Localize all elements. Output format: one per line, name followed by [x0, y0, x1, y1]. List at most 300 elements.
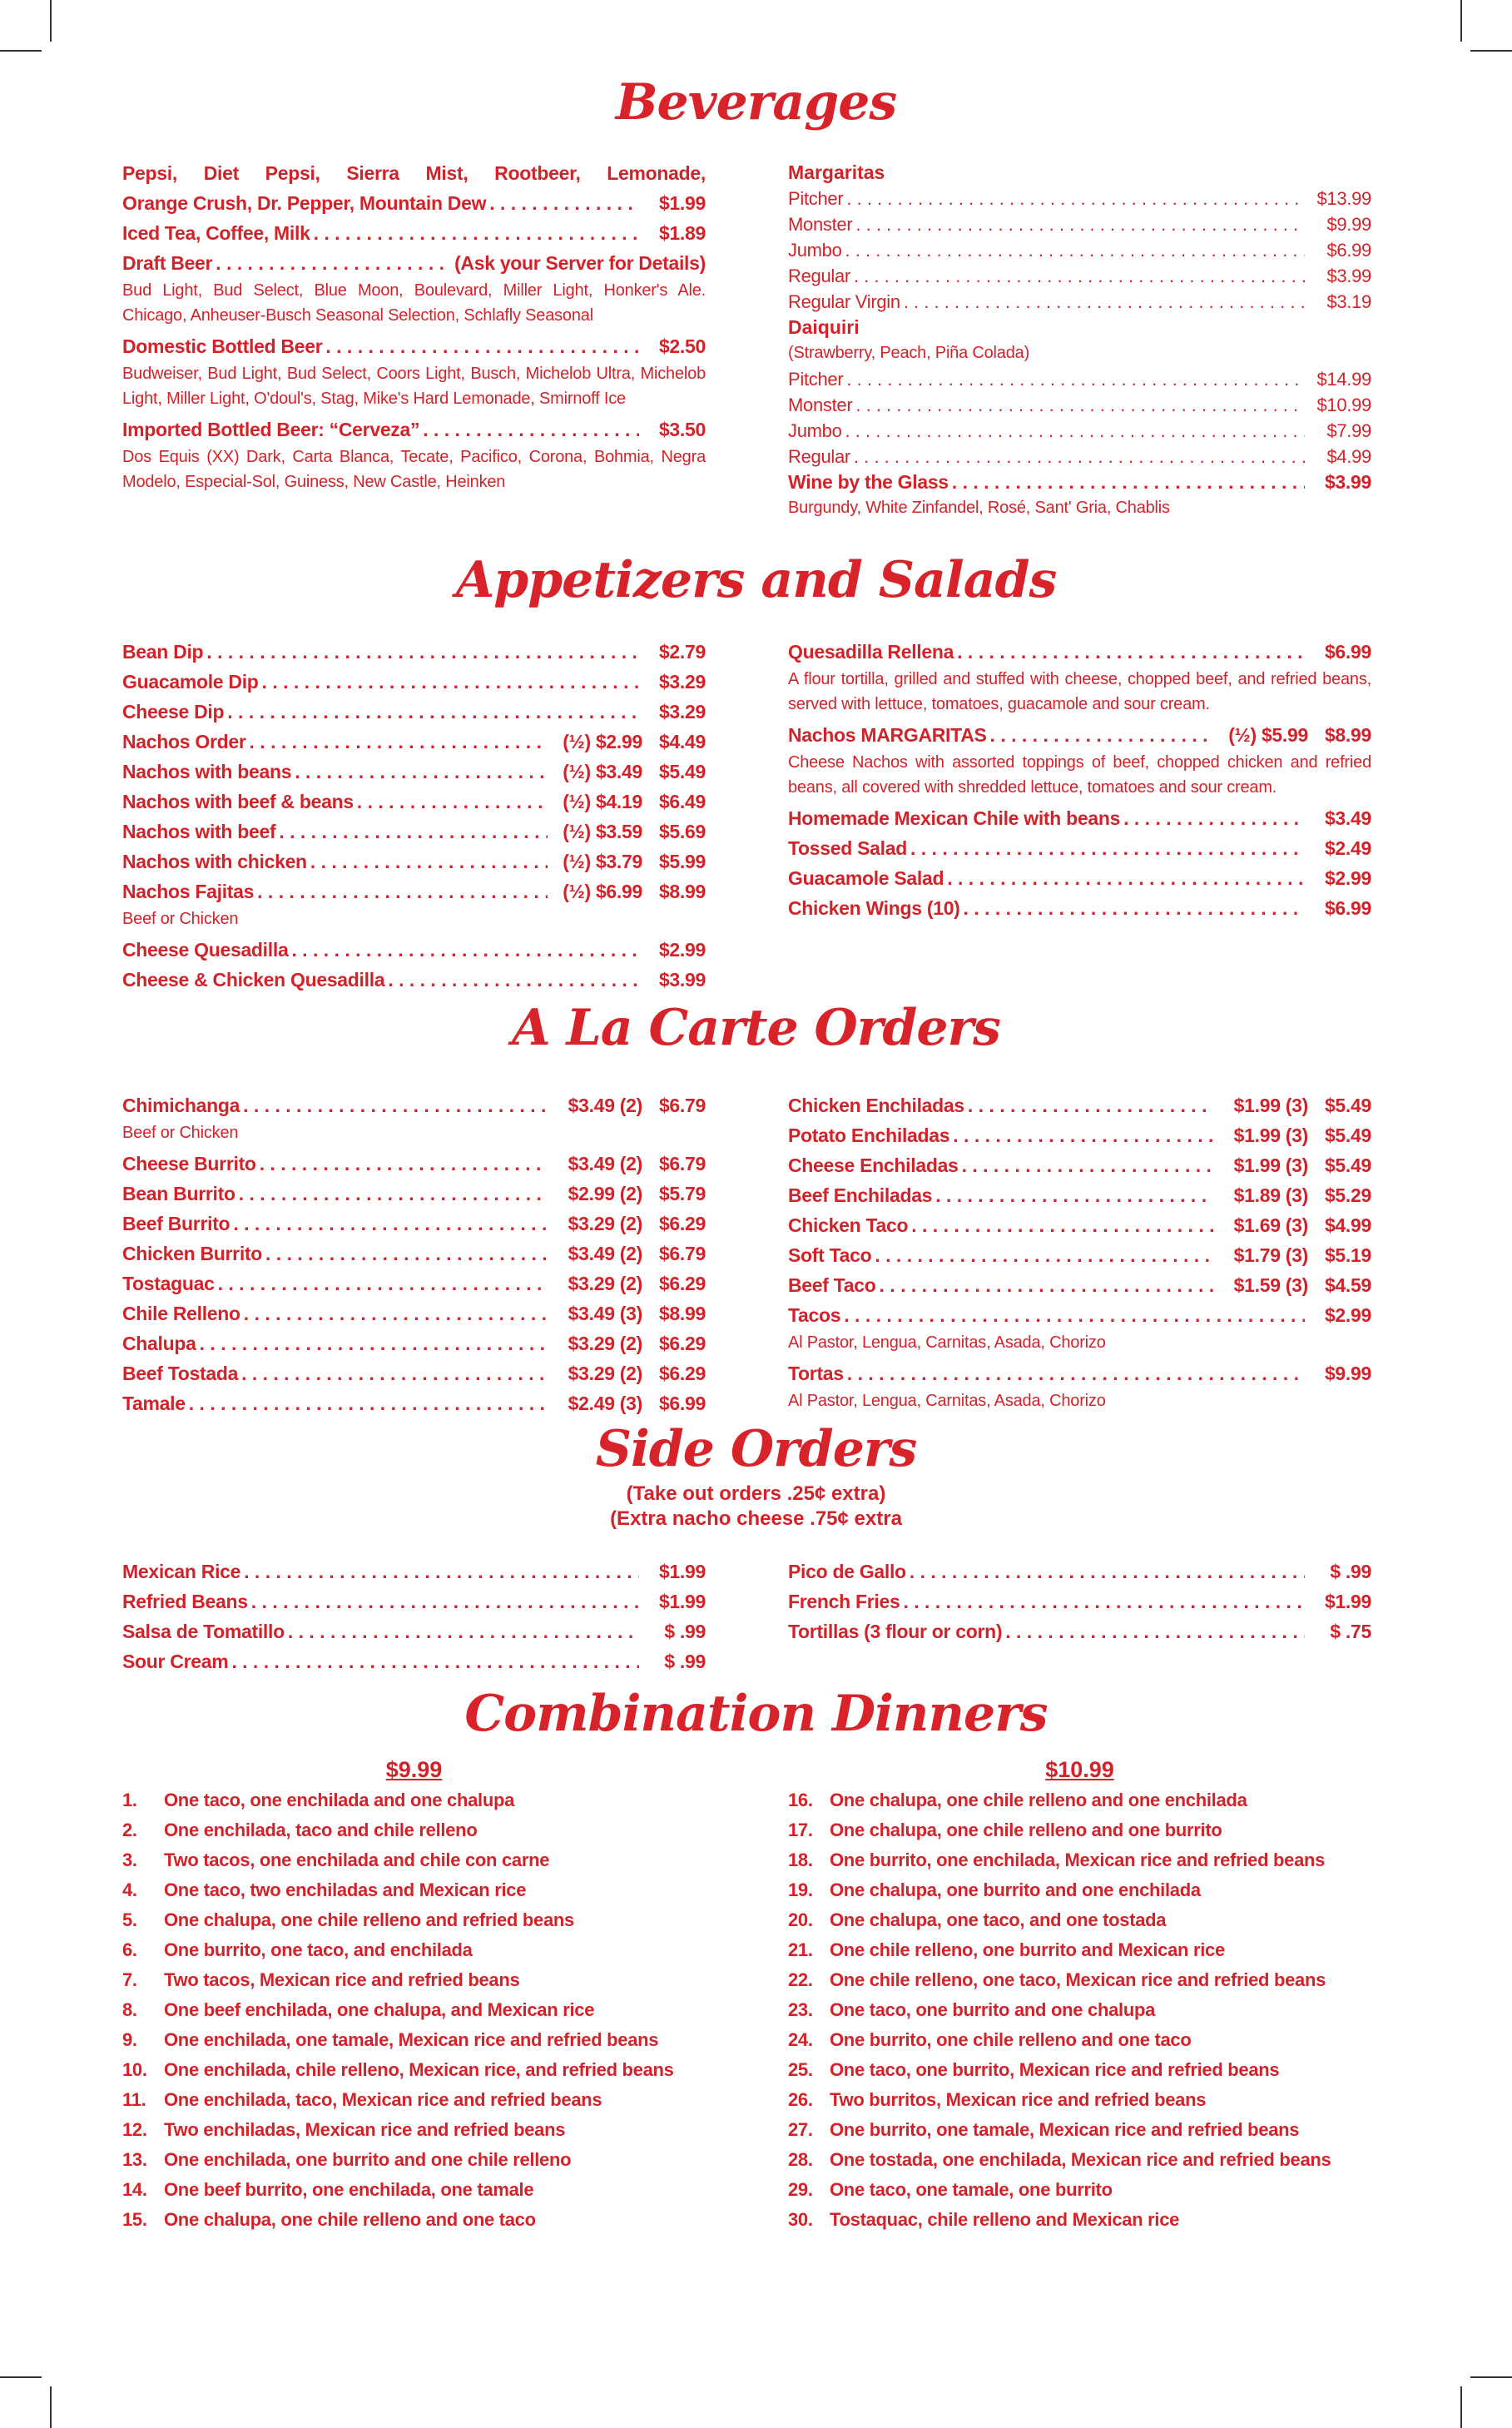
dot-leader	[314, 218, 639, 248]
item-half-price: $3.49 (3)	[568, 1303, 642, 1324]
crop-mark	[50, 2386, 52, 2428]
item-half-price: $2.49 (3)	[568, 1393, 642, 1414]
item-name: Potato Enchiladas	[788, 1125, 950, 1146]
menu-item	[122, 1358, 706, 1388]
item-price: $6.79	[658, 1095, 706, 1116]
dot-leader	[1005, 1616, 1305, 1646]
item-name: Bean Dip	[122, 641, 204, 663]
item-half-price: $1.59 (3)	[1233, 1274, 1308, 1296]
item-name: Pico de Gallo	[788, 1561, 906, 1582]
item-name: Chicken Burrito	[122, 1243, 263, 1264]
item-name: Nachos with beef	[122, 821, 276, 842]
item-name: Jumbo	[788, 240, 842, 261]
appetizers-right-column	[788, 637, 1371, 923]
item-name: Cheese Enchiladas	[788, 1154, 959, 1176]
item-name: Nachos Order	[122, 731, 246, 752]
item-name: Tortas	[788, 1363, 844, 1384]
menu-item	[122, 1239, 706, 1269]
item-half-price: $1.99 (3)	[1233, 1154, 1308, 1176]
item-half-price: $3.49 (2)	[568, 1153, 642, 1174]
dot-leader	[854, 263, 1305, 289]
dot-leader	[875, 1240, 1213, 1270]
item-half-price: (½) $3.49	[563, 761, 642, 782]
dot-leader	[911, 1210, 1213, 1240]
combo-number: 23.	[788, 1999, 813, 2020]
crop-mark	[1470, 50, 1512, 52]
item-price: $6.29	[658, 1213, 706, 1234]
combo-item	[122, 2058, 706, 2083]
item-name: Nachos with beans	[122, 761, 292, 782]
dot-leader	[489, 188, 639, 218]
menu-item	[122, 727, 706, 757]
dot-leader	[953, 1120, 1213, 1150]
menu-item	[122, 331, 706, 361]
item-description: A flour tortilla, grilled and stuffed with cheese, chopped beef, and refried beans, served with lettuce, tomatoes, guacamole and sour cream.	[788, 670, 1371, 713]
item-half-price: $3.29 (2)	[568, 1273, 642, 1294]
combo-item	[122, 2207, 706, 2232]
takeout-note: (Take out orders .25¢ extra)	[626, 1482, 886, 1505]
dot-leader	[325, 331, 639, 361]
combo-price-heading: $10.99	[1045, 1757, 1114, 1782]
item-name: Cheese Dip	[122, 701, 225, 722]
item-half-price: (½) $2.99	[563, 731, 642, 752]
menu-item	[788, 366, 1371, 392]
dot-leader	[855, 211, 1305, 237]
combo-number: 12.	[122, 2119, 147, 2140]
item-name: Cheese & Chicken Quesadilla	[122, 969, 385, 991]
item-price: $5.79	[658, 1183, 706, 1204]
item-price: $1.99	[658, 1591, 706, 1612]
combo-number: 10.	[122, 2059, 147, 2080]
menu-item	[788, 263, 1371, 289]
item-price: $9.99	[1326, 214, 1371, 235]
item-price: $6.99	[1324, 641, 1371, 663]
combo-description: One enchilada, one tamale, Mexican rice and refried beans	[164, 2029, 659, 2050]
dot-leader	[846, 366, 1305, 392]
combo-number: 2.	[122, 1820, 137, 1840]
dot-leader	[244, 1298, 548, 1328]
combo-description: One taco, two enchiladas and Mexican rice	[164, 1879, 527, 1900]
combo-item	[788, 2118, 1371, 2142]
dot-leader	[846, 186, 1305, 211]
combo-number: 30.	[788, 2209, 813, 2230]
item-name: Homemade Mexican Chile with beans	[788, 807, 1121, 829]
menu-item	[788, 186, 1371, 211]
dot-leader	[957, 637, 1305, 667]
combo-item	[788, 1878, 1371, 1903]
item-price: $7.99	[1326, 420, 1371, 441]
dot-leader	[388, 965, 639, 995]
dot-leader	[257, 876, 548, 906]
dot-leader	[200, 1328, 548, 1358]
item-price: $2.99	[658, 939, 706, 961]
combo-number: 15.	[122, 2209, 147, 2230]
dot-leader	[239, 1179, 548, 1209]
combo-number: 7.	[122, 1969, 137, 1990]
combo-number: 22.	[788, 1969, 813, 1990]
menu-item	[122, 1586, 706, 1616]
item-half-price: (½) $3.79	[563, 851, 642, 872]
item-half-price: (½) $4.19	[563, 791, 642, 812]
dot-leader	[295, 757, 548, 787]
section-title-combos: Combination Dinners	[464, 1685, 1048, 1743]
combo-price-heading: $9.99	[385, 1757, 443, 1782]
item-name: Jumbo	[788, 420, 842, 441]
menu-item	[122, 218, 706, 248]
item-price: $4.49	[658, 731, 706, 752]
combo-item	[122, 1878, 706, 1903]
dot-leader	[844, 1300, 1305, 1330]
item-price: $5.49	[1324, 1095, 1371, 1116]
menu-item	[788, 1300, 1371, 1330]
combo-item	[122, 2147, 706, 2172]
item-price: $8.99	[658, 881, 706, 902]
combo-description: One enchilada, chile relleno, Mexican rice, and refried beans	[164, 2059, 674, 2080]
item-name: Chicken Taco	[788, 1214, 909, 1236]
item-name: French Fries	[788, 1591, 900, 1612]
item-price: $2.99	[1324, 867, 1371, 889]
combos-left-column	[122, 1753, 706, 2237]
item-price: $1.99	[658, 192, 706, 214]
menu-item	[788, 1358, 1371, 1388]
item-price: $14.99	[1316, 369, 1371, 390]
combo-description: One taco, one burrito and one chalupa	[830, 1999, 1156, 2020]
menu-item	[788, 1120, 1371, 1150]
menu-item	[788, 469, 1371, 495]
item-name: Nachos with chicken	[122, 851, 307, 872]
dot-leader	[227, 697, 639, 727]
combo-description: One chile relleno, one taco, Mexican rice and refried beans	[830, 1969, 1326, 1990]
alacarte-right-column	[788, 1090, 1371, 1417]
menu-item	[122, 1646, 706, 1676]
item-name: Refried Beans	[122, 1591, 248, 1612]
combo-description: One chalupa, one taco, and one tostada	[830, 1909, 1167, 1930]
combo-number: 16.	[788, 1790, 813, 1810]
item-name: Beef Taco	[788, 1274, 876, 1296]
item-price: $8.99	[658, 1303, 706, 1324]
item-price: $4.99	[1326, 446, 1371, 467]
item-name: Draft Beer	[122, 252, 213, 274]
item-price: $1.99	[1324, 1591, 1371, 1612]
item-price: $6.29	[658, 1363, 706, 1384]
item-name: Tamale	[122, 1393, 186, 1414]
menu-item	[122, 415, 706, 444]
item-half-price: $2.99 (2)	[568, 1183, 642, 1204]
combo-description: One beef enchilada, one chalupa, and Mexican rice	[164, 1999, 595, 2020]
dot-leader	[241, 1358, 548, 1388]
combo-number: 11.	[122, 2089, 146, 2110]
item-name: Guacamole Salad	[788, 867, 944, 889]
item-name: Soft Taco	[788, 1244, 872, 1266]
item-price: $9.99	[1324, 1363, 1371, 1384]
combo-number: 18.	[788, 1850, 813, 1870]
dot-leader	[845, 418, 1305, 444]
menu-item	[122, 1388, 706, 1418]
item-name: Orange Crush, Dr. Pepper, Mountain Dew	[122, 192, 487, 214]
combo-number: 29.	[788, 2179, 813, 2200]
dot-leader	[854, 444, 1305, 469]
item-price: $5.49	[1324, 1125, 1371, 1146]
dot-leader	[910, 833, 1305, 863]
item-half-price: $1.99 (3)	[1233, 1125, 1308, 1146]
dot-leader	[903, 1586, 1305, 1616]
menu-item	[122, 847, 706, 876]
item-note: (Strawberry, Peach, Piña Colada)	[788, 344, 1030, 362]
item-price: $5.19	[1324, 1244, 1371, 1266]
item-price: $5.49	[658, 761, 706, 782]
item-name: Tortillas (3 flour or corn)	[788, 1621, 1003, 1642]
combo-number: 1.	[122, 1790, 137, 1810]
combo-item	[788, 1788, 1371, 1813]
item-price: $3.99	[1324, 471, 1371, 493]
menu-item	[788, 1210, 1371, 1240]
dot-leader	[990, 720, 1213, 750]
item-name: Chimichanga	[122, 1095, 240, 1116]
menu-item	[122, 1149, 706, 1179]
dot-leader	[233, 1209, 548, 1239]
alacarte-left-column	[122, 1090, 706, 1418]
combo-number: 17.	[788, 1820, 813, 1840]
dot-leader	[423, 415, 639, 444]
combo-item	[788, 2147, 1371, 2172]
menu-item	[788, 1240, 1371, 1270]
combo-number: 21.	[788, 1939, 813, 1960]
combo-description: One tostada, one enchilada, Mexican rice and refried beans	[830, 2149, 1331, 2170]
item-price: $3.50	[658, 419, 706, 440]
menu-item	[788, 444, 1371, 469]
combo-description: One chalupa, one burrito and one enchilada	[830, 1879, 1201, 1900]
dot-leader	[216, 248, 451, 278]
section-title-appetizers: Appetizers and Salads	[455, 551, 1057, 609]
item-half-price: (½) $3.59	[563, 821, 642, 842]
item-price: $3.19	[1326, 291, 1371, 312]
combo-item	[788, 2058, 1371, 2083]
menu-item	[788, 1557, 1371, 1586]
dot-leader	[218, 1269, 548, 1298]
menu-item	[788, 1270, 1371, 1300]
item-price: $6.49	[658, 791, 706, 812]
dot-leader	[265, 1239, 548, 1269]
menu-item	[122, 1269, 706, 1298]
combo-description: One taco, one burrito, Mexican rice and refried beans	[830, 2059, 1280, 2080]
combo-number: 19.	[788, 1879, 813, 1900]
combo-description: Two enchiladas, Mexican rice and refried beans	[164, 2119, 566, 2140]
dot-leader	[880, 1270, 1213, 1300]
section-title-alacarte: A La Carte Orders	[512, 999, 1000, 1057]
combo-description: One chile relleno, one burrito and Mexican rice	[830, 1939, 1225, 1960]
item-half-price: $3.49 (2)	[568, 1095, 642, 1116]
item-name: Tacos	[788, 1304, 841, 1326]
combo-number: 20.	[788, 1909, 813, 1930]
crop-mark	[0, 2376, 42, 2378]
item-price: $6.29	[658, 1333, 706, 1354]
menu-item	[788, 1616, 1371, 1646]
item-half-price: $3.29 (2)	[568, 1213, 642, 1234]
item-half-price: $3.49 (2)	[568, 1243, 642, 1264]
combo-item	[788, 2207, 1371, 2232]
menu-item	[122, 188, 706, 218]
menu-item	[122, 667, 706, 697]
combo-number: 9.	[122, 2029, 137, 2050]
combo-description: One burrito, one chile relleno and one taco	[830, 2029, 1192, 2050]
item-price: $ .99	[664, 1621, 706, 1642]
item-name: Guacamole Dip	[122, 671, 259, 693]
item-price: (Ask your Server for Details)	[454, 252, 706, 274]
item-price: $5.29	[1324, 1184, 1371, 1206]
combo-item	[788, 2088, 1371, 2113]
menu-item	[788, 833, 1371, 863]
item-name: Pitcher	[788, 369, 844, 390]
item-price: $6.79	[658, 1153, 706, 1174]
item-half-price: $3.29 (2)	[568, 1333, 642, 1354]
combo-number: 13.	[122, 2149, 147, 2170]
combo-item	[788, 2028, 1371, 2053]
combo-description: One chalupa, one chile relleno and one enchilada	[830, 1790, 1247, 1810]
item-name: Beef Burrito	[122, 1213, 231, 1234]
item-price: $ .75	[1330, 1621, 1371, 1642]
combo-description: One taco, one enchilada and one chalupa	[164, 1790, 515, 1810]
dot-leader	[279, 817, 548, 847]
combo-number: 25.	[788, 2059, 813, 2080]
combo-description: One enchilada, one burrito and one chile relleno	[164, 2149, 572, 2170]
combo-item	[122, 1848, 706, 1873]
combo-item	[788, 1938, 1371, 1963]
item-price: $10.99	[1316, 395, 1371, 415]
combo-number: 4.	[122, 1879, 137, 1900]
combo-item	[788, 1818, 1371, 1843]
menu-item	[122, 637, 706, 667]
item-name: Chicken Enchiladas	[788, 1095, 964, 1116]
crop-mark	[0, 50, 42, 52]
item-price: $5.69	[658, 821, 706, 842]
combo-description: One taco, one tamale, one burrito	[830, 2179, 1113, 2200]
item-name: Domestic Bottled Beer	[122, 335, 323, 357]
item-half-price: (½) $5.99	[1228, 724, 1308, 746]
beverages-right-column	[788, 160, 1371, 521]
dot-leader	[357, 787, 548, 817]
crop-mark	[50, 0, 52, 42]
menu-item	[122, 757, 706, 787]
item-half-price: $1.69 (3)	[1233, 1214, 1308, 1236]
menu-item	[788, 720, 1371, 750]
item-price: $13.99	[1316, 188, 1371, 209]
item-name: Regular Virgin	[788, 291, 900, 312]
item-name: Beef Tostada	[122, 1363, 239, 1384]
item-name: Mexican Rice	[122, 1561, 241, 1582]
combo-item	[788, 2177, 1371, 2202]
item-description: Dos Equis (XX) Dark, Carta Blanca, Tecate, Pacifico, Corona, Bohmia, Negra Modelo, Especial-Sol, Guiness, New Castle, Heinken	[122, 448, 706, 491]
item-name: Sour Cream	[122, 1651, 229, 1672]
item-name: Tossed Salad	[788, 837, 907, 859]
menu-item	[122, 1209, 706, 1239]
combo-description: One enchilada, taco, Mexican rice and refried beans	[164, 2089, 602, 2110]
combo-description: One beef burrito, one enchilada, one tamale	[164, 2179, 534, 2200]
combo-item	[788, 1908, 1371, 1933]
menu-item	[788, 1180, 1371, 1210]
combo-description: One burrito, one tamale, Mexican rice and refried beans	[830, 2119, 1300, 2140]
item-price: $ .99	[1330, 1561, 1371, 1582]
dot-leader	[206, 637, 639, 667]
item-note: Al Pastor, Lengua, Carnitas, Asada, Chorizo	[788, 1392, 1106, 1410]
menu-item	[788, 1090, 1371, 1120]
menu-item	[788, 392, 1371, 418]
menu-item	[788, 1150, 1371, 1180]
item-price: $6.29	[658, 1273, 706, 1294]
menu-item	[122, 935, 706, 965]
crop-mark	[1460, 2386, 1462, 2428]
dot-leader	[855, 392, 1305, 418]
combos-right-column	[788, 1753, 1371, 2237]
combo-description: Two burritos, Mexican rice and refried beans	[830, 2089, 1207, 2110]
dot-leader	[847, 1358, 1305, 1388]
dot-leader	[935, 1180, 1213, 1210]
menu-item	[788, 1586, 1371, 1616]
item-name: Chile Relleno	[122, 1303, 240, 1324]
item-name: Chalupa	[122, 1333, 196, 1354]
dot-leader	[904, 289, 1305, 315]
item-name: Nachos Fajitas	[122, 881, 255, 902]
combo-description: One chalupa, one chile relleno and one taco	[164, 2209, 536, 2230]
section-title-sides: Side Orders	[595, 1420, 917, 1478]
item-half-price: $1.89 (3)	[1233, 1184, 1308, 1206]
item-price: $3.29	[658, 671, 706, 693]
item-name: Nachos with beef & beans	[122, 791, 354, 812]
menu-item	[788, 211, 1371, 237]
subheading: Margaritas	[788, 161, 885, 183]
dot-leader	[250, 727, 548, 757]
item-half-price: $1.79 (3)	[1233, 1244, 1308, 1266]
menu-item	[122, 817, 706, 847]
item-description: Bud Light, Bud Select, Blue Moon, Boulevard, Miller Light, Honker's Ale. Chicago, Anheuser-Busch Seasonal Selection, Schlafly Seasonal	[122, 281, 706, 325]
combo-number: 8.	[122, 1999, 137, 2020]
menu-item	[788, 418, 1371, 444]
item-price: $2.49	[1324, 837, 1371, 859]
item-price: $6.99	[1324, 897, 1371, 919]
item-name: Pitcher	[788, 188, 844, 209]
item-price: $2.50	[658, 335, 706, 357]
item-price: $1.89	[658, 222, 706, 244]
combo-item	[122, 2118, 706, 2142]
item-price: $6.79	[658, 1243, 706, 1264]
item-name: Imported Bottled Beer: “Cerveza”	[122, 419, 420, 440]
item-name: Chicken Wings (10)	[788, 897, 960, 919]
combo-item	[122, 1938, 706, 1963]
item-price: $3.29	[658, 701, 706, 722]
combo-description: Two tacos, one enchilada and chile con carne	[164, 1850, 550, 1870]
menu-item	[122, 1328, 706, 1358]
menu-item	[122, 876, 706, 906]
dot-leader	[910, 1557, 1305, 1586]
dot-leader	[968, 1090, 1213, 1120]
item-name: Tostaguac	[122, 1273, 215, 1294]
combo-item	[122, 2028, 706, 2053]
menu-item	[788, 637, 1371, 667]
item-price: $6.99	[658, 1393, 706, 1414]
item-price: $5.49	[1324, 1154, 1371, 1176]
item-price: $3.99	[1326, 266, 1371, 286]
item-name: Monster	[788, 395, 853, 415]
nacho-cheese-note: (Extra nacho cheese .75¢ extra	[610, 1507, 902, 1530]
appetizers-left-column	[122, 637, 706, 995]
combo-number: 3.	[122, 1850, 137, 1870]
item-price: $3.49	[1324, 807, 1371, 829]
item-price: $6.99	[1326, 240, 1371, 261]
menu-item	[122, 1090, 706, 1120]
item-price: $3.99	[658, 969, 706, 991]
combo-item	[122, 1818, 706, 1843]
combo-item	[788, 1848, 1371, 1873]
item-name: Bean Burrito	[122, 1183, 235, 1204]
